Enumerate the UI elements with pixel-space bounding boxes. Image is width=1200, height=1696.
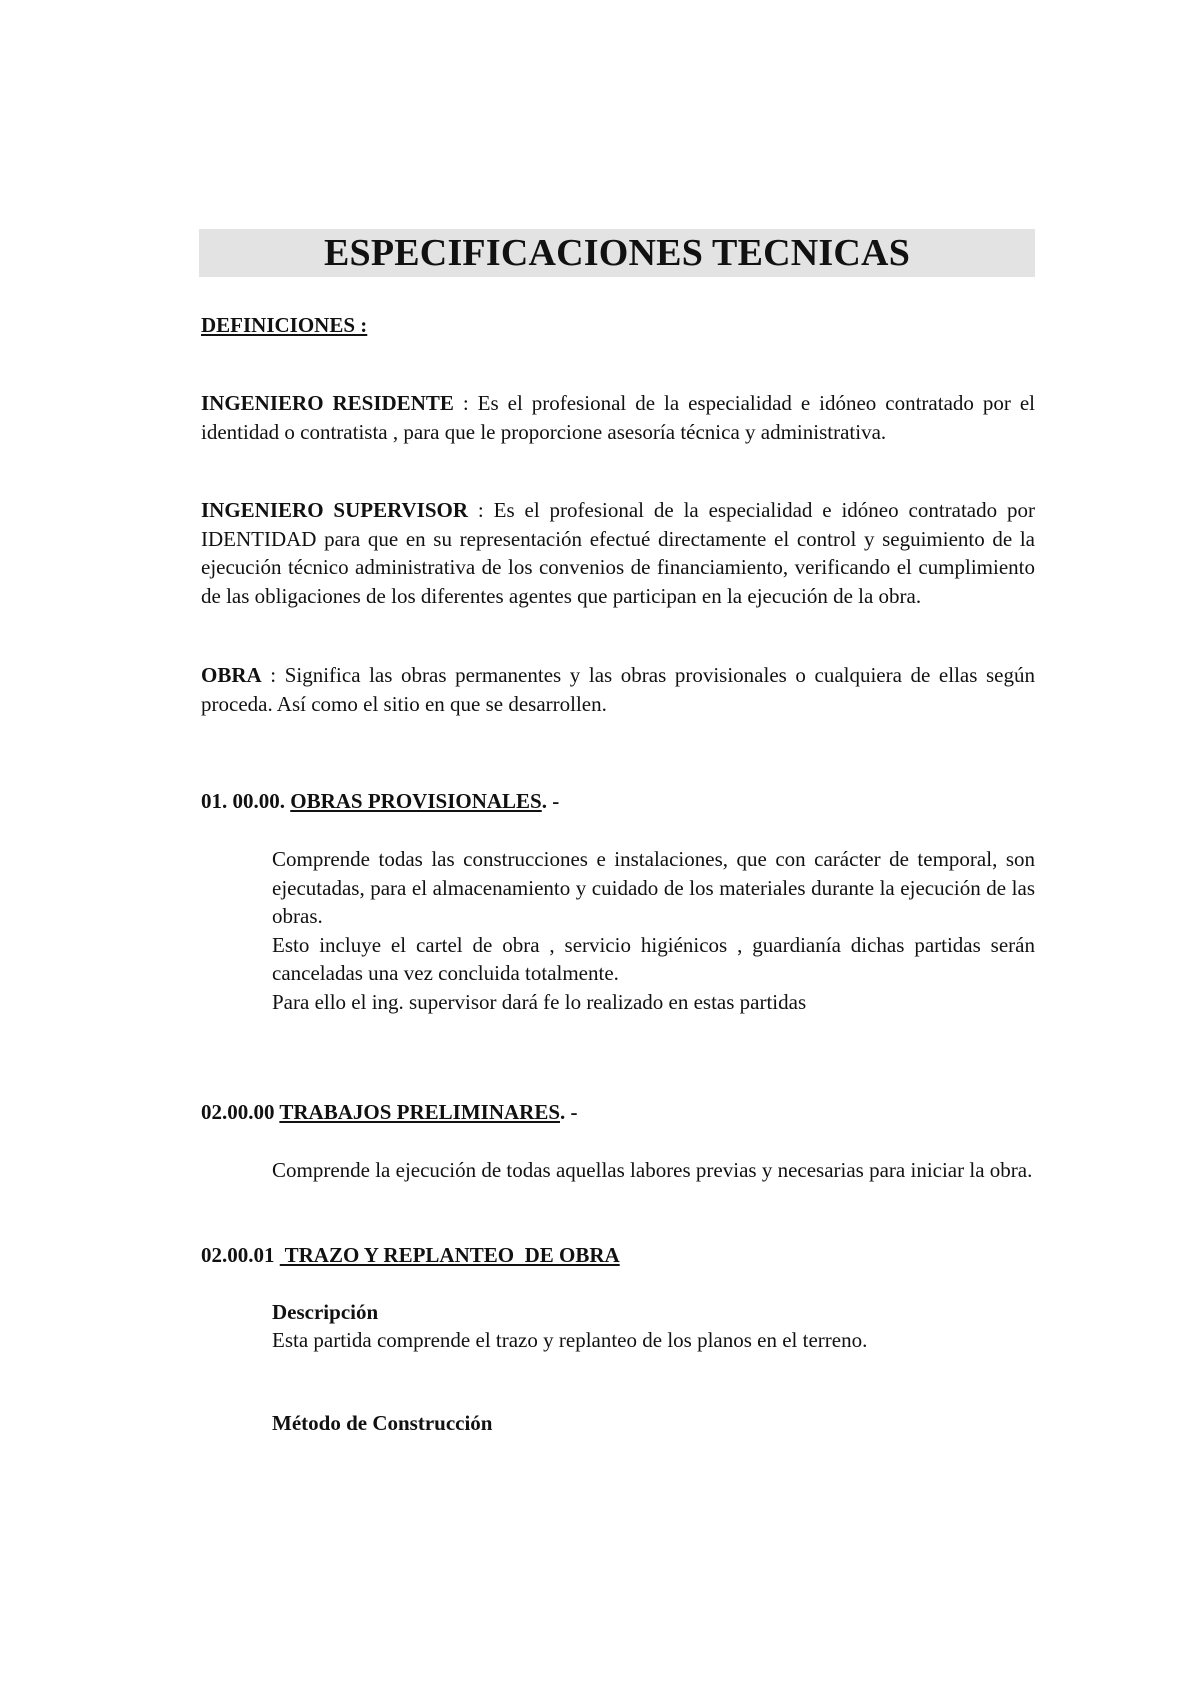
section-0201-heading (201, 1241, 1035, 1270)
section-title: TRABAJOS PRELIMINARES (279, 1100, 561, 1124)
description-heading: Descripción (272, 1300, 379, 1324)
definition-term: INGENIERO RESIDENTE (201, 391, 454, 415)
section-paragraph: Comprende todas las construcciones e instalaciones, que con carácter de temporal, son ejecutadas, para el almacenamiento y cuidado de los materiales durante la ejecución de las obras. (272, 847, 1035, 928)
definition-term: INGENIERO SUPERVISOR (201, 498, 469, 522)
definition-term: OBRA (201, 663, 262, 687)
section-paragraph: Para ello el ing. supervisor dará fe lo realizado en estas partidas (272, 989, 807, 1014)
section-01-body (272, 845, 1035, 1016)
method-heading: Método de Construcción (272, 1411, 493, 1435)
definition-residente (201, 389, 1035, 446)
page-title: ESPECIFICACIONES TECNICAS (323, 232, 911, 274)
section-suffix: . - (541, 789, 560, 813)
section-code: 02.00.01 (201, 1243, 280, 1267)
definition-obra (201, 661, 1035, 718)
section-02-heading (201, 1098, 1035, 1127)
definitions-heading: DEFINICIONES : (201, 313, 368, 337)
definition-text: : Significa las obras permanentes y las obras provisionales o cualquiera de ellas según proceda. Así como el sitio en que se desarrollen. (201, 663, 1035, 716)
definition-text: : Es el profesional de la especialidad e idóneo contratado por IDENTIDAD para que en su representación efectué directamente el control y seguimiento de la ejecución técnico administrativa de los convenios de financiamiento, verificando el cumplimiento de las obligaciones de los diferentes agentes que participan en la ejecución de la obra. (201, 498, 1035, 608)
definition-supervisor (201, 496, 1035, 610)
section-title: TRAZO Y REPLANTEO DE OBRA (279, 1243, 620, 1267)
description-text: Esta partida comprende el trazo y replanteo de los planos en el terreno. (272, 1328, 868, 1352)
section-02-paragraph: Comprende la ejecución de todas aquellas labores previas y necesarias para iniciar la obra. (272, 1158, 1033, 1182)
section-title: OBRAS PROVISIONALES (290, 789, 542, 813)
title-banner (199, 229, 1035, 277)
section-suffix: . - (560, 1100, 578, 1124)
section-code: 01. 00.00. (201, 789, 291, 813)
section-code: 02.00.00 (201, 1100, 280, 1124)
section-paragraph: Esto incluye el cartel de obra , servicio higiénicos , guardianía dichas partidas serán canceladas una vez concluida totalmente. (272, 932, 1035, 985)
section-01-heading (201, 787, 1035, 816)
definition-text: : Es el profesional de la especialidad e idóneo contratado por el identidad o contratista , para que le proporcione asesoría técnica y administrativa. (201, 391, 1035, 444)
